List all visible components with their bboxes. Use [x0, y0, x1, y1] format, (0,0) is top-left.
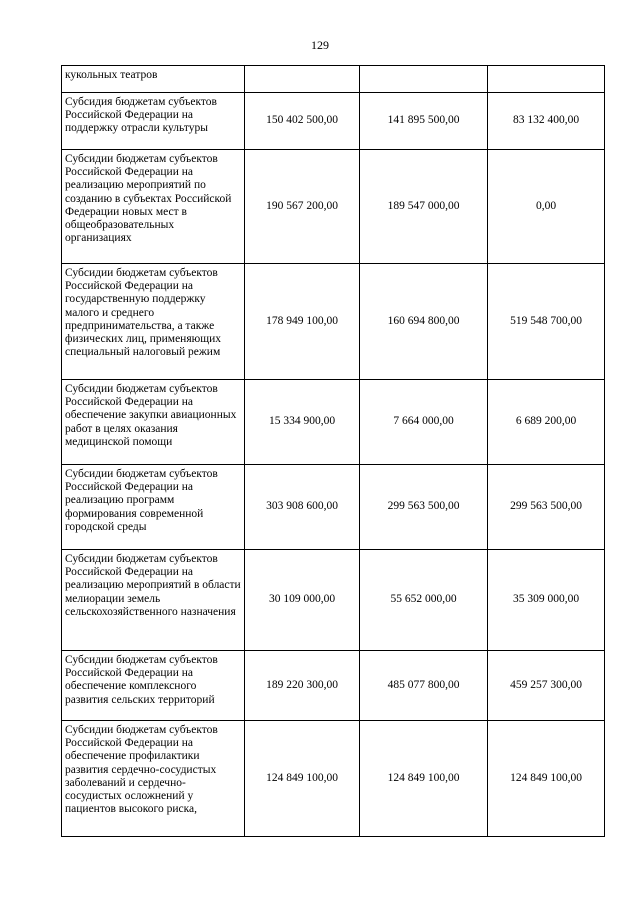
row-description: Субсидия бюджетам субъектов Российской Федерации на поддержку отрасли культуры — [62, 93, 245, 150]
table-row — [62, 721, 605, 837]
value-cell-2: 141 895 500,00 — [360, 93, 488, 150]
table-row — [62, 150, 605, 264]
value-cell-3: 0,00 — [488, 150, 605, 264]
value-cell-3: 83 132 400,00 — [488, 93, 605, 150]
row-description: Субсидии бюджетам субъектов Российской Федерации на реализацию мероприятий в области мелиорации земель сельскохозяйственного назначения — [62, 550, 245, 651]
value-cell-2: 124 849 100,00 — [360, 721, 488, 837]
row-description: Субсидии бюджетам субъектов Российской Федерации на обеспечение профилактики развития сердечно-сосудистых заболеваний и сердечно-сосудистых осложнений у пациентов высокого риска, — [62, 721, 245, 837]
value-cell-2: 160 694 800,00 — [360, 264, 488, 380]
value-cell-3: 519 548 700,00 — [488, 264, 605, 380]
value-cell-3: 124 849 100,00 — [488, 721, 605, 837]
value-cell-1 — [245, 66, 360, 93]
value-cell-3: 35 309 000,00 — [488, 550, 605, 651]
value-cell-3: 299 563 500,00 — [488, 465, 605, 550]
budget-table — [61, 65, 605, 837]
row-description: Субсидии бюджетам субъектов Российской Федерации на обеспечение комплексного развития сельских территорий — [62, 651, 245, 721]
row-description: Субсидии бюджетам субъектов Российской Федерации на государственную поддержку малого и среднего предпринимательства, а также физических лиц, применяющих специальный налоговый режим — [62, 264, 245, 380]
value-cell-1: 178 949 100,00 — [245, 264, 360, 380]
row-description: Субсидии бюджетам субъектов Российской Федерации на реализацию мероприятий по созданию в субъектах Российской Федерации новых мест в общеобразовательных организациях — [62, 150, 245, 264]
value-cell-2: 189 547 000,00 — [360, 150, 488, 264]
row-description: кукольных театров — [62, 66, 245, 93]
value-cell-1: 189 220 300,00 — [245, 651, 360, 721]
value-cell-3: 6 689 200,00 — [488, 380, 605, 465]
value-cell-1: 15 334 900,00 — [245, 380, 360, 465]
value-cell-2: 485 077 800,00 — [360, 651, 488, 721]
table-row — [62, 651, 605, 721]
value-cell-3 — [488, 66, 605, 93]
page-number: 129 — [311, 38, 329, 52]
value-cell-1: 150 402 500,00 — [245, 93, 360, 150]
value-cell-1: 124 849 100,00 — [245, 721, 360, 837]
table-row — [62, 93, 605, 150]
table-row — [62, 465, 605, 550]
table-row — [62, 66, 605, 93]
table-row — [62, 264, 605, 380]
value-cell-3: 459 257 300,00 — [488, 651, 605, 721]
value-cell-2 — [360, 66, 488, 93]
value-cell-2: 55 652 000,00 — [360, 550, 488, 651]
value-cell-1: 30 109 000,00 — [245, 550, 360, 651]
row-description: Субсидии бюджетам субъектов Российской Федерации на реализацию программ формирования современной городской среды — [62, 465, 245, 550]
value-cell-2: 7 664 000,00 — [360, 380, 488, 465]
table-row — [62, 380, 605, 465]
value-cell-1: 190 567 200,00 — [245, 150, 360, 264]
value-cell-1: 303 908 600,00 — [245, 465, 360, 550]
value-cell-2: 299 563 500,00 — [360, 465, 488, 550]
row-description: Субсидии бюджетам субъектов Российской Федерации на обеспечение закупки авиационных работ в целях оказания медицинской помощи — [62, 380, 245, 465]
table-row — [62, 550, 605, 651]
